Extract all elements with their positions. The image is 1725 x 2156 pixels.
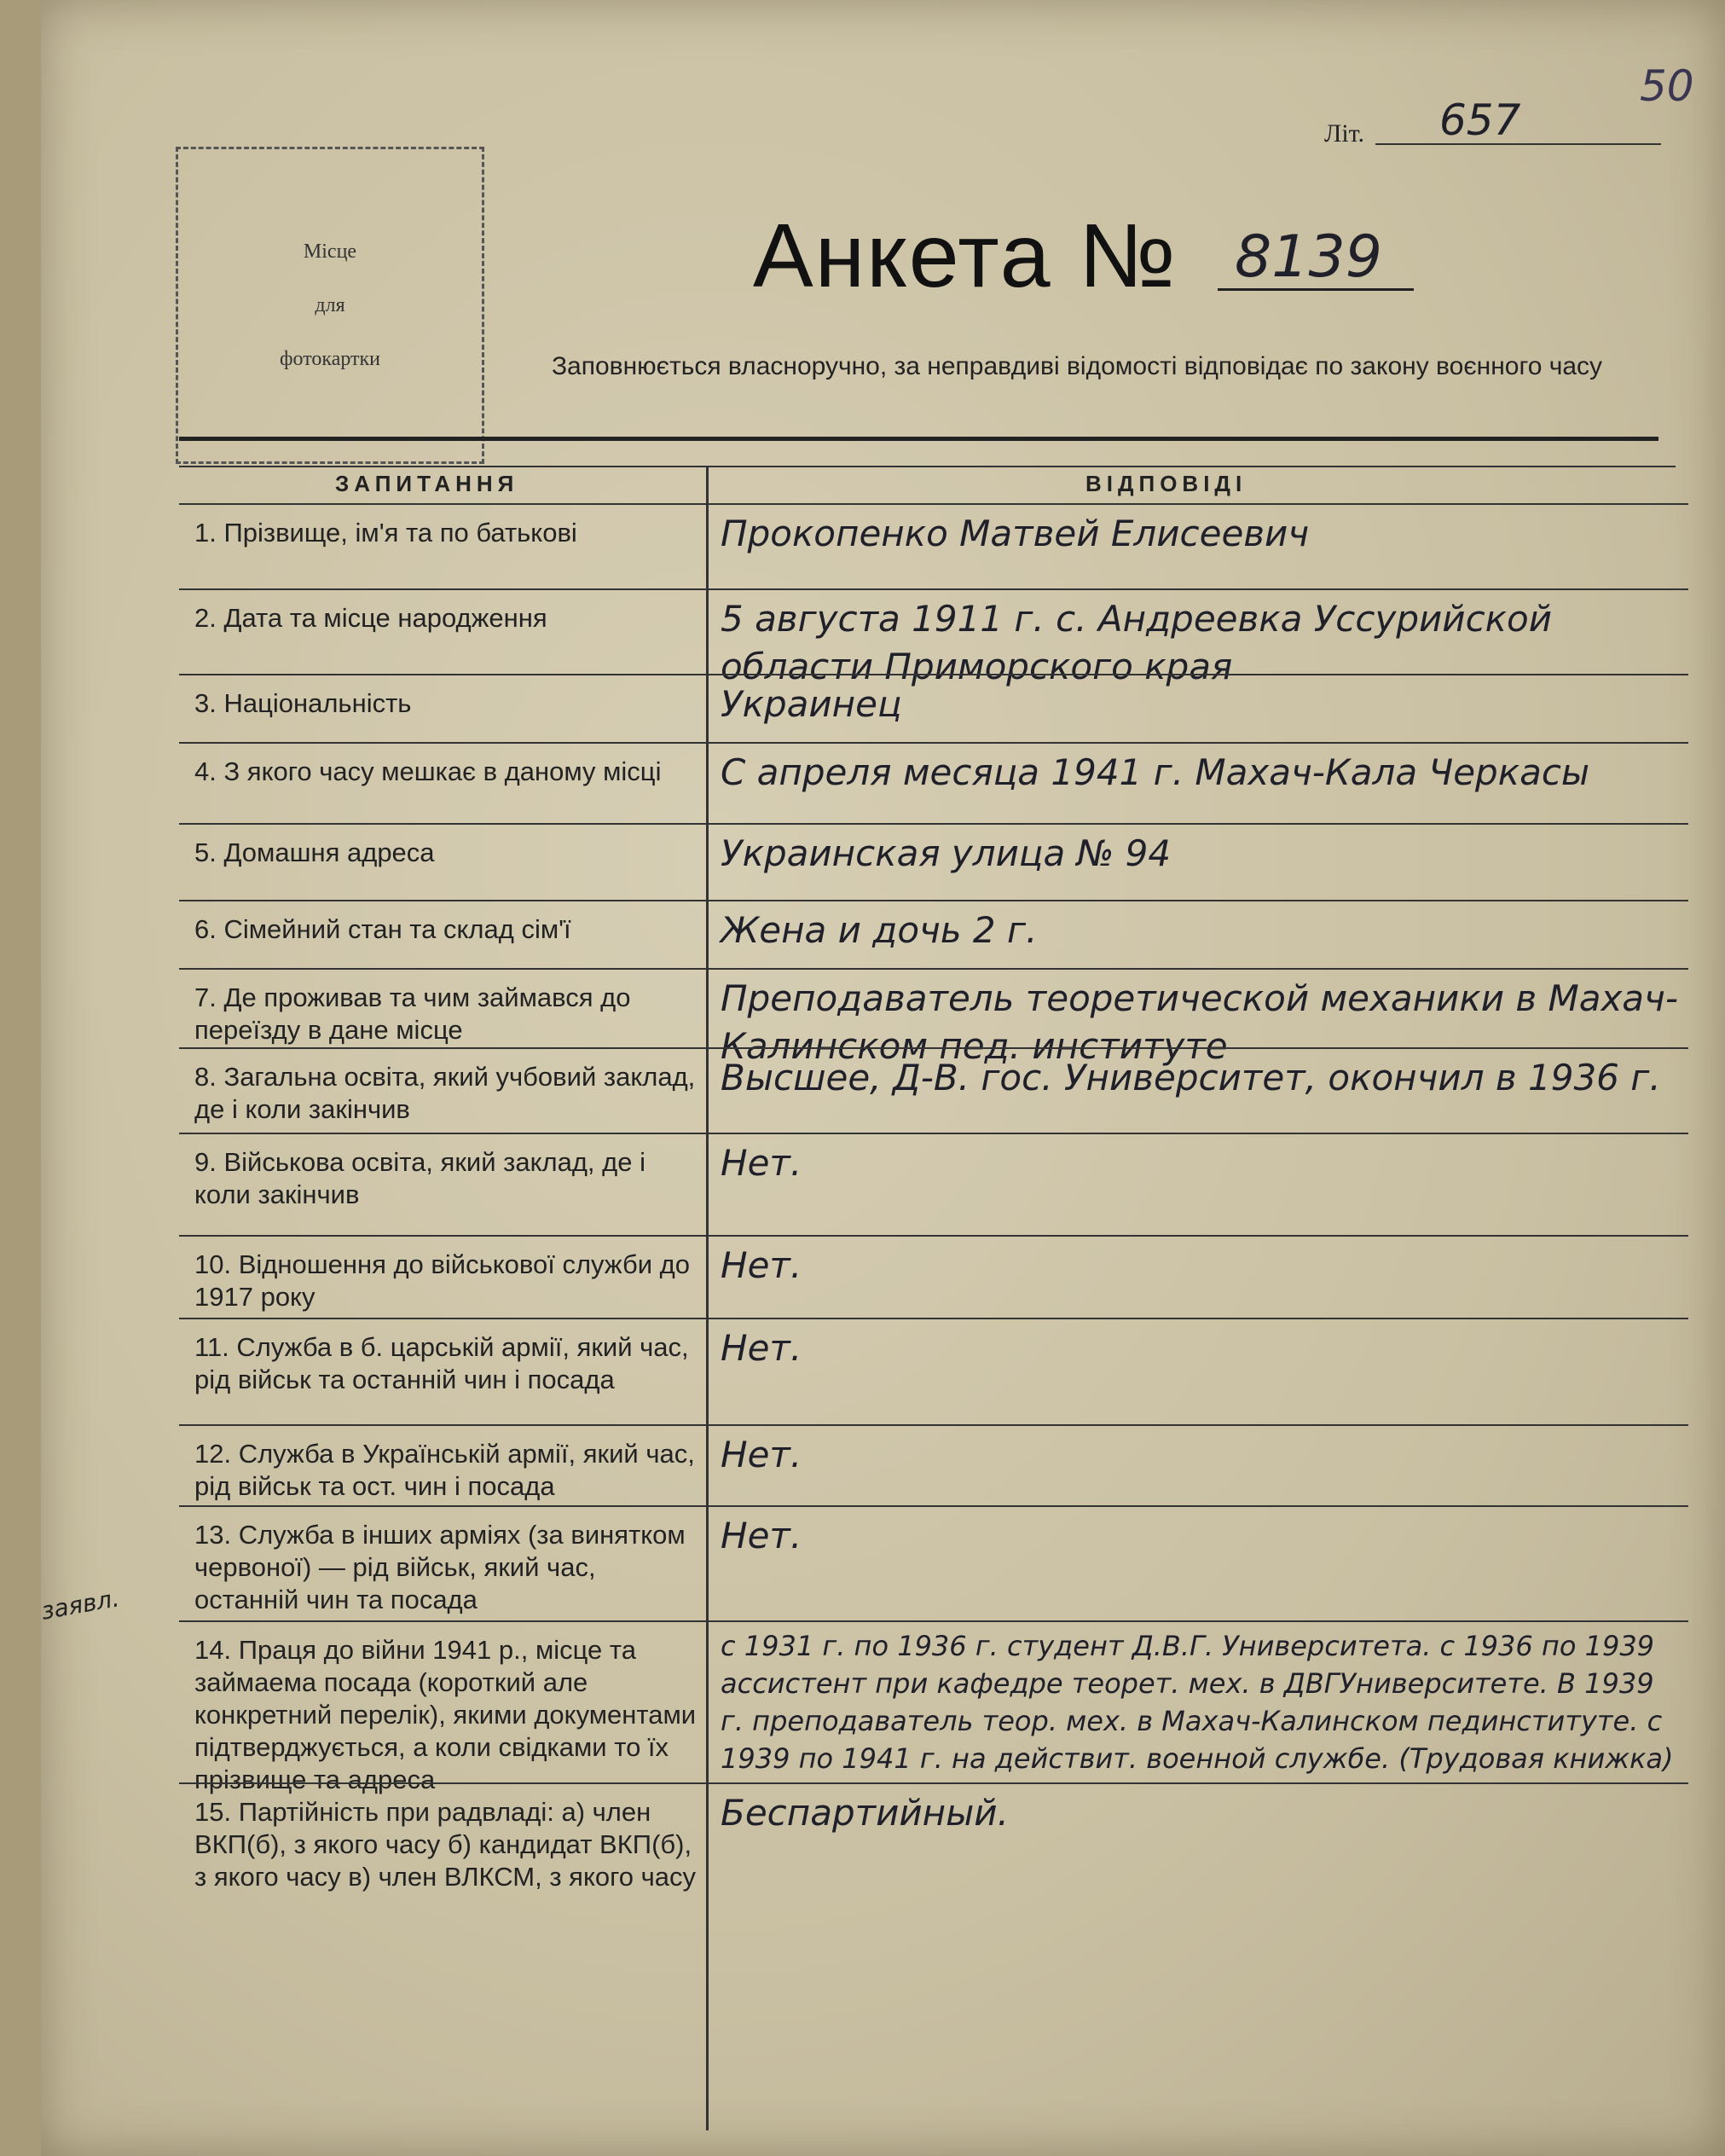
table-row: [179, 900, 1688, 970]
question-text: 12. Служба в Українській армії, який час, рід військ та ост. чин і посада: [194, 1439, 695, 1501]
question-text: 2. Дата та місце народження: [194, 603, 547, 633]
questionnaire-page: [38, 0, 1725, 2156]
title-number-underline: [1218, 288, 1414, 291]
question-text: 14. Праця до війни 1941 р., місце та займаема посада (короткий але конкретний перелік), якими документами підтверджується, а коли свідками то їх прізвище та адреса: [194, 1635, 697, 1794]
photo-text-1: Місце: [303, 240, 357, 263]
answer-text: Высшее, Д-В. гос. Университет, окончил в 1936 г.: [721, 1057, 1661, 1098]
question-text: 7. Де проживав та чим займався до переїзду в дане місце: [194, 982, 631, 1045]
table-row: [179, 1318, 1688, 1426]
table-row: [179, 968, 1688, 1067]
lit-number: 657: [1439, 96, 1521, 145]
answer-text: Украинская улица № 94: [721, 832, 1172, 874]
header-rule-thin: [179, 466, 1676, 467]
page-subtitle: Заповнюється власноручно, за неправдиві відомості відповідає по закону воєнного часу: [551, 352, 1603, 380]
question-text: 10. Відношення до військової служби до 1917 року: [194, 1249, 691, 1312]
table-row: [179, 674, 1688, 744]
answer-text: с 1931 г. по 1936 г. студент Д.В.Г. Университета. с 1936 по 1939 ассистент при кафедре теорет. мех. в ДВГУниверситете. В 1939 г. преподаватель теор. мех. в Махач-Калинском пединституте. с 1939 по 1941 г. на действит. военной службе. (Трудовая книжка): [721, 1630, 1674, 1775]
table-row: [179, 742, 1688, 825]
question-text: 4. З якого часу мешкає в даному місці: [194, 756, 662, 786]
margin-note: заявл.: [38, 1584, 122, 1626]
question-text: 3. Національність: [194, 688, 412, 718]
table-row: [179, 1782, 1688, 1989]
table-row: [179, 1424, 1688, 1507]
answer-text: Нет.: [721, 1515, 802, 1556]
answer-text: С апреля месяца 1941 г. Махач-Кала Черкасы: [721, 751, 1590, 793]
table-row: [179, 503, 1688, 590]
answer-text: Украинец: [721, 683, 902, 725]
question-text: 11. Служба в б. царській армії, який час, рід військ та останній чин і посада: [194, 1332, 689, 1394]
answer-text: Преподаватель теоретической механики в Махач-Калинском пед. институте: [721, 977, 1679, 1067]
photo-text-3: фотокартки: [279, 347, 381, 370]
table-row: [179, 823, 1688, 901]
lit-label: Літ.: [1324, 119, 1365, 148]
table-row: [179, 1133, 1688, 1237]
answer-text: Нет.: [721, 1434, 802, 1475]
question-text: 5. Домашня адреса: [194, 837, 435, 867]
header-rule-thick: [179, 437, 1658, 441]
column-header-question: ЗАПИТАННЯ: [335, 471, 519, 496]
column-header-answer: ВІДПОВІДІ: [1085, 471, 1247, 496]
question-text: 9. Військова освіта, який заклад, де і коли закінчив: [194, 1147, 645, 1209]
title-number: 8139: [1235, 223, 1383, 291]
table-row: [179, 588, 1688, 687]
answer-text: Беспартийный.: [721, 1792, 1009, 1834]
table-row: [179, 1505, 1688, 1622]
answer-text: Нет.: [721, 1244, 802, 1286]
answer-text: 5 августа 1911 г. с. Андреевка Уссурийской области Приморского края: [721, 598, 1553, 687]
photo-placeholder: [176, 147, 484, 464]
answer-text: Жена и дочь 2 г.: [721, 909, 1038, 951]
question-text: 8. Загальна освіта, який учбовий заклад, де і коли закінчив: [194, 1062, 696, 1124]
page-title: Анкета №: [753, 206, 1178, 306]
question-text: 6. Сімейний стан та склад сім'ї: [194, 914, 571, 944]
question-text: 13. Служба в інших арміях (за винятком червоної) — рід військ, який час, останній чин та посада: [194, 1520, 686, 1614]
question-text: 15. Партійність при радвладі: а) член ВКП(б), з якого часу б) кандидат ВКП(б), з якого часу в) член ВЛКСМ, з якого часу: [194, 1797, 696, 1892]
table-row: [179, 1620, 1688, 1794]
table-row: [179, 1047, 1688, 1134]
question-text: 1. Прізвище, ім'я та по батькові: [194, 518, 577, 548]
answer-text: Прокопенко Матвей Елисеевич: [721, 513, 1310, 554]
page-number: 50: [1640, 61, 1694, 111]
table-row: [179, 1235, 1688, 1319]
answer-text: Нет.: [721, 1142, 802, 1184]
photo-text-2: для: [315, 293, 345, 316]
answer-text: Нет.: [721, 1327, 802, 1369]
